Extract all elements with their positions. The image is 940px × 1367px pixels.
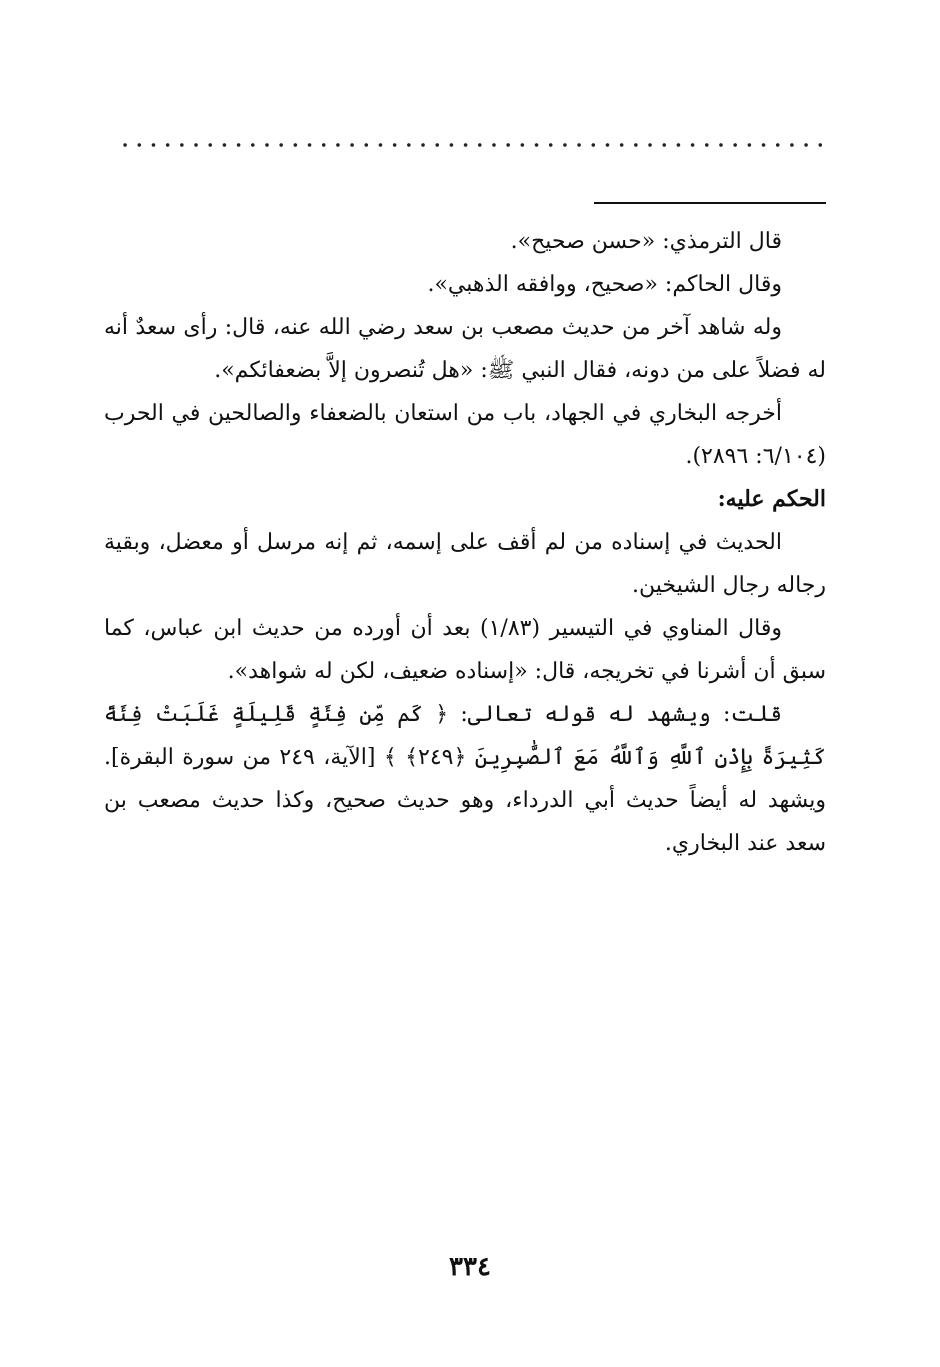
paragraph-witness-hadith: وله شاهد آخر من حديث مصعب بن سعد رضي الله عنه، قال: رأى سعدٌ أنه له فضلاً على من دونه، فقال النبي ﷺ: «هل تُنصرون إلاَّ بضعفائكم».	[104, 315, 826, 383]
footnote-body	[104, 220, 826, 865]
paragraph-hakim: وقال الحاكم: «صحيح، ووافقه الذهبي».	[427, 272, 782, 297]
paragraph-ruling: الحديث في إسناده من لم أقف على إسمه، ثم إنه مرسل أو معضل، وبقية رجاله رجال الشيخين.	[104, 530, 826, 598]
paragraph-munawi: وقال المناوي في التيسير (١/٨٣) بعد أن أورده من حديث ابن عباس، كما سبق أن أشرنا في تخريجه، قال: «إسناده ضعيف، لكن له شواهد».	[104, 616, 826, 684]
paragraph-bukhari-reference: أخرجه البخاري في الجهاد، باب من استعان بالضعفاء والصالحين في الحرب (٦/١٠٤: ٢٨٩٦).	[104, 401, 826, 469]
footnote-rule	[594, 202, 826, 204]
page-number: ٣٣٤	[449, 1252, 491, 1282]
paragraph-conclusion: قلت: ويشهد له قوله تعالى: ﴿ كَم مِّن فِئَةٍ قَلِيلَةٍ غَلَبَتْ فِئَةً كَثِيرَةً بِإِذْنِ ٱللَّهِ وَٱللَّهُ مَعَ ٱلصَّٰبِرِينَ ﴿٢٤٩﴾ ﴾ [الآية، ٢٤٩ من سورة البقرة]. ويشهد له أيضاً حديث أبي الدرداء، وهو حديث صحيح، وكذا حديث مصعب بن سعد عند البخاري.	[104, 702, 826, 856]
section-heading-ruling: الحكم عليه:	[717, 486, 826, 512]
paragraph-tirmidhi: قال الترمذي: «حسن صحيح».	[510, 229, 782, 254]
dotted-separator	[118, 138, 826, 152]
